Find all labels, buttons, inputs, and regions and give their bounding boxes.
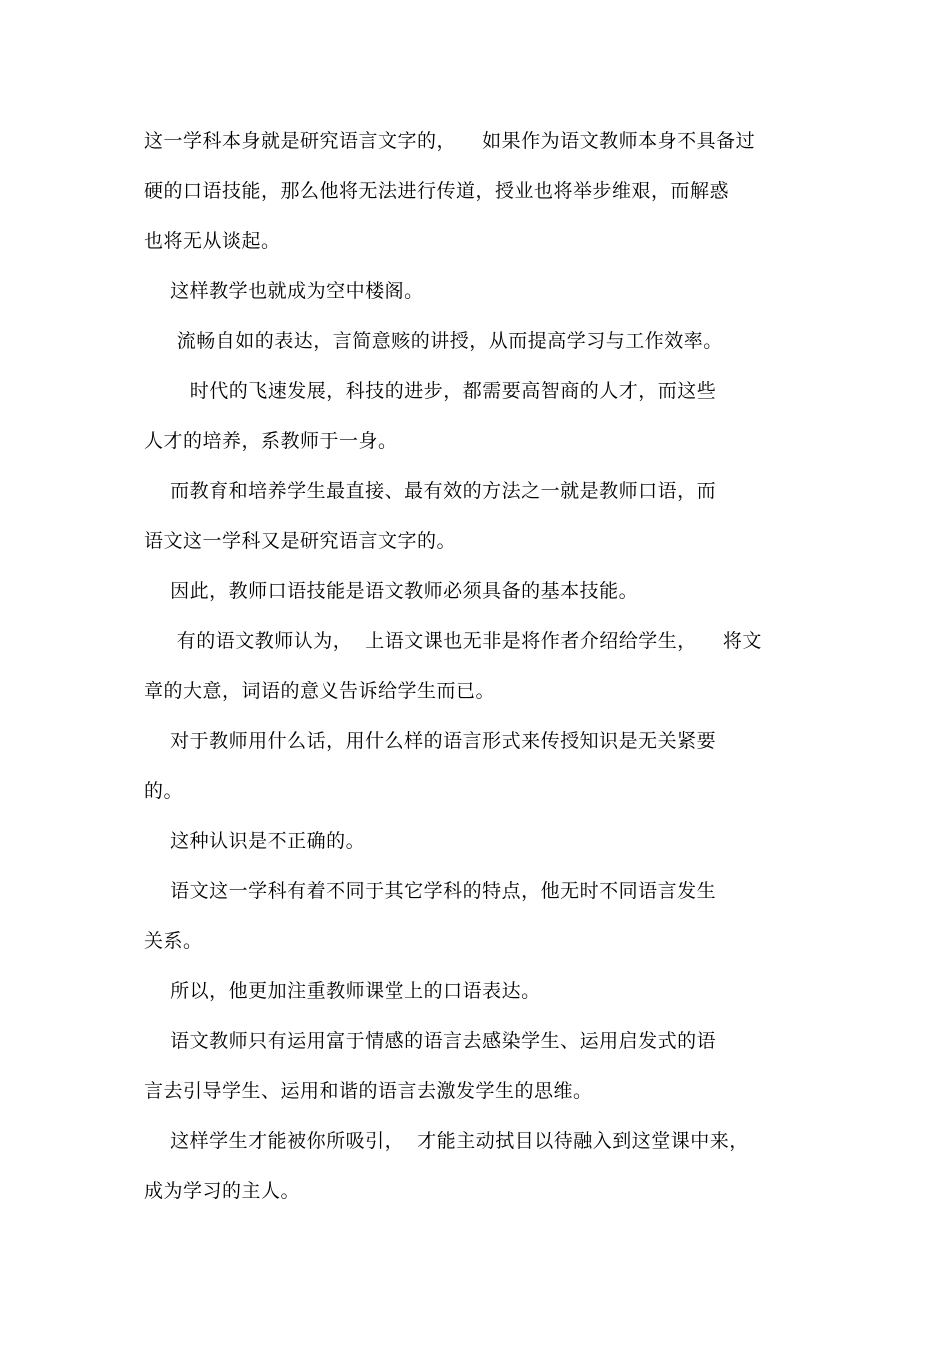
text-line: 成为学习的主人。 [144,1180,301,1202]
text-line: 语文这一学科又是研究语言文字的。 [144,530,457,552]
text-line: 硬的口语技能，那么他将无法进行传道，授业也将举步维艰，而解惑 [144,180,730,202]
text-line: 这一学科本身就是研究语言文字的， 如果作为语文教师本身不具备过 [144,130,756,152]
text-line: 所以，他更加注重教师课堂上的口语表达。 [144,980,541,1002]
text-line: 而教育和培养学生最直接、最有效的方法之一就是教师口语，而 [144,480,717,502]
text-line: 有的语文教师认为， 上语文课也无非是将作者介绍给学生， 将文 [144,630,762,652]
text-line: 时代的飞速发展，科技的进步，都需要高智商的人才，而这些 [144,380,717,402]
text-line: 章的大意，词语的意义告诉给学生而已。 [144,680,496,702]
text-line: 语文教师只有运用富于情感的语言去感染学生、运用启发式的语 [144,1030,717,1052]
text-line: 的。 [144,780,184,802]
text-line: 因此，教师口语技能是语文教师必须具备的基本技能。 [144,580,639,602]
text-line: 这种认识是不正确的。 [144,830,366,852]
text-line: 言去引导学生、运用和谐的语言去激发学生的思维。 [144,1080,593,1102]
text-line: 这样教学也就成为空中楼阁。 [144,280,424,302]
text-line: 人才的培养，系教师于一身。 [144,430,398,452]
text-line: 也将无从谈起。 [144,230,281,252]
text-line: 这样学生才能被你所吸引， 才能主动拭目以待融入到这堂课中来， [144,1130,749,1152]
text-line: 关系。 [144,930,203,952]
text-line: 语文这一学科有着不同于其它学科的特点，他无时不同语言发生 [144,880,717,902]
text-line: 对于教师用什么话，用什么样的语言形式来传授知识是无关紧要 [144,730,717,752]
text-line: 流畅自如的表达，言简意赅的讲授，从而提高学习与工作效率。 [144,330,723,352]
